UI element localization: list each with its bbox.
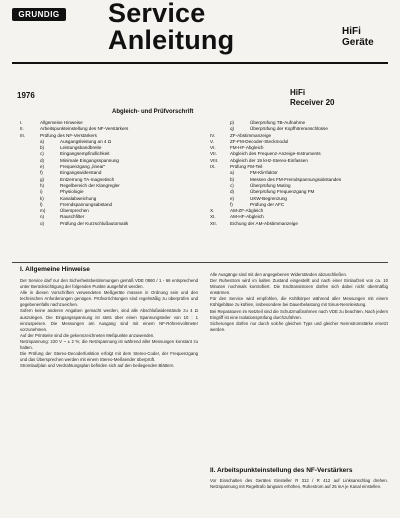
toc-entry-text: Ausgangsleistung an 4 Ω	[60, 138, 112, 144]
toc-entry-number: IX.	[210, 164, 216, 170]
toc-entry-subletter: e)	[230, 195, 235, 201]
toc-entry-text: Arbeitspunkteinstellung des NF-Verstärkers	[40, 126, 129, 132]
toc-entry-text: Kanalabweichung	[60, 195, 97, 201]
grundig-logo	[12, 8, 66, 21]
toc-entry-text: UKW-Begrenzung	[250, 195, 287, 201]
toc-entry-number: VII.	[210, 151, 217, 157]
toc-entry-subletter: f)	[40, 170, 43, 176]
toc-entry-text: Prüfung der AFC	[250, 201, 285, 207]
toc-entry-text: Leistungsbandbreite	[60, 145, 102, 151]
toc-entry-text: Regelbereich der Klangregler	[60, 182, 120, 188]
toc-entry-number: XI.	[210, 214, 216, 220]
paragraph: Sofern keine anderen Angaben gemacht werden, sind alle Abschlußwiderstände zu 4 Ω auszulegen. Die Eingangsspannung ist stets über einen Spannungsteiler von 10 : 1 einzuspeisen. Die Messungen am Ausgang sind mit einem NF-Röhrenvoltmeter vorzunehmen.	[20, 308, 198, 332]
toc-entry-text: Überprüfung TB-Aufnahme	[250, 120, 306, 125]
toc-entry-subletter: d)	[230, 189, 235, 195]
toc-entry-text: Abgleich der 19 kHz-Stereo-Einfassen	[230, 157, 308, 163]
toc-entry-text: Überprüfung Frequenzgang FM	[250, 189, 315, 195]
paragraph: Alle in diesen Vorschriften verwendeten Meßgeräte müssen in Ordnung sein und den technischen Anforderungen genügen. Prüfvorrichtungen sind regelmäßig zu überprüfen und gegebenenfalls nachzueichen.	[20, 290, 198, 308]
toc-entry-subletter: b)	[40, 145, 45, 151]
toc-entry-subletter: f)	[230, 201, 233, 207]
toc-entry-text: Frequenzgang „linear“	[60, 164, 106, 170]
section-2-heading: II. Arbeitspunkteinstellung des NF-Verstärkers	[210, 467, 353, 474]
table-of-contents-left	[20, 120, 200, 227]
brand-text: GRUNDIG	[18, 10, 60, 19]
paragraph: Sicherungen dürfen nur durch solche gleichen Typs und gleicher Nennstromstärke ersetzt werden.	[210, 320, 388, 332]
section-1-text	[20, 278, 198, 369]
table-of-contents-right	[210, 120, 390, 227]
section-divider	[12, 262, 388, 263]
toc-entry-subletter: l)	[40, 201, 43, 207]
toc-entry-text: Überprüfung der Kopfhöreranschlüsse	[250, 126, 328, 132]
paragraph: Für den Service wird empfohlen, die Kühlkörper während aller Messungen mit einem Kühlgebläse zu kühlen, insbesondere bei Dauerbelastung mit Sinus-Nennleistung.	[210, 296, 388, 308]
paragraph: Netzspannung: 220 V ~ ± 2 %; die Netzspannung ist während aller Messungen konstant zu halten.	[20, 338, 198, 351]
header-divider	[12, 62, 388, 64]
toc-entry-number: XII.	[210, 220, 217, 226]
toc-entry-subletter: p)	[230, 120, 235, 125]
toc-entry-text: FM-HF-Abgleich	[230, 145, 264, 151]
toc-entry-text: Überprüfung Muting	[250, 182, 291, 188]
toc-entry-subletter: k)	[40, 195, 44, 201]
paragraph: Die Prüfung der Stereo-Decoderfunktion erfolgt mit dem Stereo-Coder, der Frequenzgang und das Übersprechen werden mit einem Stereo-Meßsender überprüft.	[20, 351, 198, 363]
toc-entry-text: Prüfung des NF-Verstärkers	[40, 132, 97, 138]
toc-entry-number: III.	[20, 132, 26, 138]
title-line-2: Anleitung	[108, 25, 235, 55]
toc-entry-text: ZF-FM-Decoder-Steckmodul	[230, 138, 289, 144]
section-2-text	[210, 478, 388, 490]
toc-entry-number: VI.	[210, 145, 216, 151]
toc-entry-text: Minimale Eingangsspannung	[60, 157, 119, 163]
toc-entry-text: Allgemeine Hinweise	[40, 120, 83, 125]
section-1-heading: I. Allgemeine Hinweise	[20, 266, 90, 273]
toc-entry-text: Prüfung der Kurzschlußautomatik	[60, 220, 129, 226]
paragraph: Vor Einschalten des Gerätes Einsteller R 312 / R 412 auf Linksanschlag drehen. Netzspannung mit Regeltrafo langsam erhöhen, Ruhestrom auf 25 mA je Kanal einstellen.	[210, 478, 388, 490]
toc-entry-subletter: q)	[230, 126, 235, 132]
toc-entry-number: II.	[20, 126, 24, 132]
toc-entry-subletter: i)	[40, 189, 43, 195]
category-line-1: HiFi	[342, 26, 361, 37]
toc-entry-subletter: d)	[40, 157, 45, 163]
toc-entry-subletter: a)	[40, 138, 45, 144]
paragraph: Der Service darf nur den Sicherheitsbestimmungen gemäß VDE 0860 / 1 - 66 entsprechend unter Berücksichtigung der folgenden Punkte ausgeführt werden.	[20, 278, 198, 290]
toc-entry-text: AM-HF-Abgleich	[230, 214, 264, 220]
toc-entry-number	[20, 221, 40, 227]
toc-entry-text: Abgleich des Frequenz-Anzeige-Instruments	[230, 151, 321, 157]
model-line-1: HiFi	[290, 88, 306, 97]
paragraph: Bei Reparaturen im Netzteil sind die Schutzmaßnahmen nach VDE zu beachten. Nach jedem Eingriff ist eine Isolationsprüfung durchzuführen.	[210, 308, 388, 320]
toc-entry-text: Physiologie	[60, 189, 84, 195]
category-line-2: Geräte	[342, 37, 374, 48]
model-name	[290, 88, 334, 108]
toc-entry-subletter: m)	[40, 208, 46, 214]
toc-entry-number: IV.	[210, 132, 216, 138]
model-line-2: Receiver 20	[290, 98, 335, 107]
toc-entry	[20, 221, 200, 227]
toc-entry-text: Messen des FM-Fremdspannungsabstandes	[250, 176, 342, 182]
toc-entry-text: Entzerrung TA-magnetisch	[60, 176, 115, 182]
toc-entry-subletter: b)	[230, 176, 235, 182]
toc-entry-text: Rauschfilter	[60, 214, 85, 220]
toc-entry-number: I.	[20, 120, 23, 125]
toc-entry-number: VIII.	[210, 157, 219, 163]
toc-entry-subletter: c)	[40, 151, 44, 157]
title-line-1: Service	[108, 0, 206, 28]
paragraph: Auf der Printseite sind die gekennzeichneten Meßpunkte anzuwenden.	[20, 332, 155, 338]
document-subtitle: Abgleich- und Prüfvorschrift	[112, 109, 194, 115]
toc-entry-subletter: e)	[40, 164, 45, 170]
paragraph: Stromlaufplan und Verdrahtungsplan befinden sich auf den beiliegenden Blättern.	[20, 363, 175, 369]
toc-entry-number: X.	[210, 208, 215, 214]
toc-entry-subletter: o)	[40, 220, 45, 226]
document-title	[108, 0, 234, 54]
toc-entry-text: FM-Klirrfaktor	[250, 170, 278, 176]
toc-entry-text: Eingangswiderstand	[60, 170, 102, 176]
paragraph: Alle Ausgänge sind mit den angegebenen Widerständen abzuschließen.	[210, 272, 348, 277]
toc-entry-text: Prüfung FM-Teil	[230, 164, 263, 170]
toc-entry-number: V.	[210, 138, 214, 144]
model-year: 1976	[17, 91, 35, 100]
paragraph: Der Ruhestrom wird im kalten Zustand eingestellt und nach einer Einlaufzeit von ca. 10 Minuten nochmals kontrolliert. Die Endtransistoren dürfen sich dabei nicht übermäßig erwärmen.	[210, 278, 388, 296]
section-1-continued-text	[210, 272, 388, 333]
toc-entry-text: Eichung der AM-Abstimmanzeige	[230, 220, 298, 226]
toc-entry-subletter: g)	[40, 176, 45, 182]
toc-entry-subletter: n)	[40, 214, 45, 220]
category-label	[342, 26, 374, 48]
toc-entry-text: ZF-Abstimmanzeige	[230, 132, 272, 138]
toc-entry-text: Übersprechen	[60, 208, 89, 214]
toc-entry-text: Fremdspannungsabstand	[60, 201, 113, 207]
toc-entry-subletter: c)	[230, 182, 234, 188]
toc-entry	[210, 221, 390, 227]
toc-entry-text: Eingangsempfindlichkeit	[60, 151, 110, 157]
toc-entry-subletter: h)	[40, 182, 45, 188]
toc-entry-text: AM-ZF-Abgleich	[230, 208, 264, 214]
toc-entry-subletter: a)	[230, 170, 235, 176]
